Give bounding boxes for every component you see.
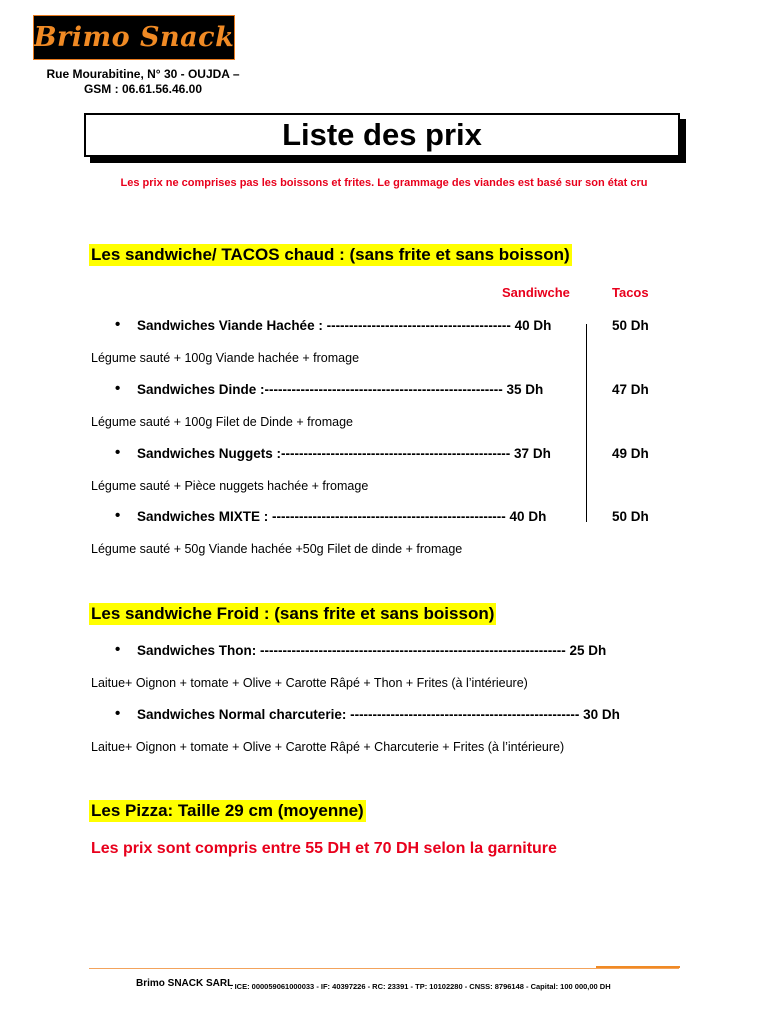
- menu-item-description: Légume sauté + Pièce nuggets hachée + fromage: [91, 479, 369, 493]
- tacos-price: 50 Dh: [612, 509, 649, 524]
- pizza-price-note: Les prix sont compris entre 55 DH et 70 DH selon la garniture: [91, 840, 557, 857]
- menu-item-description: Laitue+ Oignon + tomate + Olive + Carotte Râpé + Thon + Frites (à l’intérieure): [91, 676, 528, 690]
- phone-line: GSM : 06.61.56.46.00: [83, 82, 203, 96]
- title-box: [84, 113, 680, 157]
- menu-item-line: Sandwiches Viande Hachée : ----------------------------------------- 40 Dh: [137, 318, 552, 333]
- menu-item-line: Sandwiches Thon: -------------------------------------------------------------------- 25 Dh: [137, 643, 607, 658]
- column-divider: [586, 324, 587, 522]
- brand-logo: [33, 15, 235, 60]
- bullet: •: [115, 641, 121, 658]
- menu-item-description: Légume sauté + 100g Filet de Dinde + fromage: [91, 415, 353, 429]
- tacos-price: 50 Dh: [612, 318, 649, 333]
- bullet: •: [115, 380, 121, 397]
- cold-section-heading: Les sandwiche Froid : (sans frite et sans boisson): [91, 604, 495, 623]
- menu-item-line: Sandwiches Normal charcuterie: --------------------------------------------------- 30 Dh: [137, 707, 620, 722]
- column-header-tacos: Tacos: [612, 285, 649, 300]
- tacos-price: 49 Dh: [612, 446, 649, 461]
- hot-section-heading: Les sandwiche/ TACOS chaud : (sans frite et sans boisson): [91, 245, 570, 264]
- bullet: •: [115, 444, 121, 461]
- bullet: •: [115, 507, 121, 524]
- pizza-section-heading: Les Pizza: Taille 29 cm (moyenne): [91, 801, 364, 820]
- footer-accent-line: [596, 966, 680, 968]
- bullet: •: [115, 705, 121, 722]
- menu-item-description: Légume sauté + 100g Viande hachée + fromage: [91, 351, 360, 365]
- price-note: Les prix ne comprises pas les boissons et frites. Le grammage des viandes est basé sur son état cru: [120, 177, 648, 189]
- bullet: •: [115, 316, 121, 333]
- logo-text: Brimo Snack: [33, 22, 235, 53]
- menu-item-line: Sandwiches MIXTE : ---------------------------------------------------- 40 Dh: [137, 509, 547, 524]
- tacos-price: 47 Dh: [612, 382, 649, 397]
- footer-legal-info: : ICE: 000059061000033 - IF: 40397226 - RC: 23391 - TP: 10102280 - CNSS: 8796148 - Capital: 100 000,00 DH: [230, 982, 611, 991]
- footer-company: Brimo SNACK SARL: [136, 978, 234, 989]
- menu-item-line: Sandwiches Dinde :----------------------------------------------------- 35 Dh: [137, 382, 544, 397]
- menu-item-description: Légume sauté + 50g Viande hachée +50g Filet de dinde + fromage: [91, 542, 463, 556]
- menu-item-description: Laitue+ Oignon + tomate + Olive + Carotte Râpé + Charcuterie + Frites (à l’intérieure): [91, 740, 565, 754]
- menu-item-line: Sandwiches Nuggets :--------------------------------------------------- 37 Dh: [137, 446, 551, 461]
- footer-divider: [89, 968, 679, 969]
- page-title: Liste des prix: [282, 117, 482, 152]
- column-header-sandwich: Sandiwche: [502, 285, 570, 300]
- address-line: Rue Mourabitine, N° 30 - OUJDA –: [46, 67, 240, 81]
